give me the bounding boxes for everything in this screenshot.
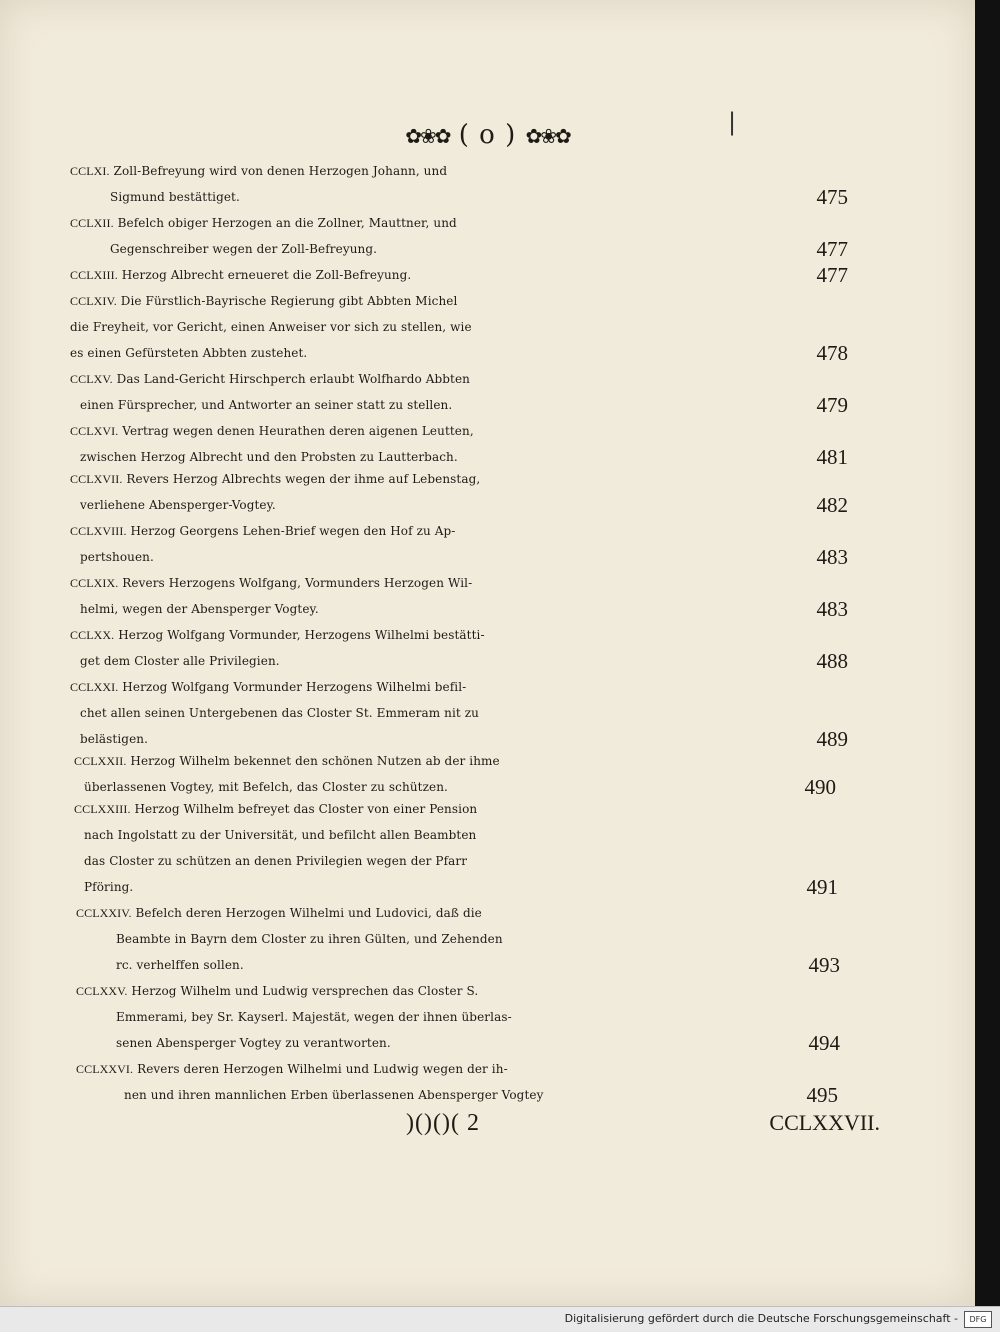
entry-text-line: Revers Herzogens Wolfgang, Vormunders Herzogen Wil-: [122, 576, 473, 590]
entry-number: CCLXIII.: [70, 268, 118, 282]
toc-entry: [74, 748, 836, 800]
entry-number: CCLXXIV.: [76, 906, 132, 920]
page-number: 477: [816, 263, 848, 287]
signature-mark: )()()( 2: [406, 1110, 480, 1136]
entry-text-line: Revers deren Herzogen Wilhelmi und Ludwig wegen der ih-: [137, 1062, 508, 1076]
entry-text-line: Herzog Wilhelm und Ludwig versprechen das Closter S.: [131, 984, 479, 998]
entry-text-line: rc. verhelffen sollen.: [116, 958, 244, 972]
entry-text-line: Emmerami, bey Sr. Kayserl. Majestät, wegen der ihnen überlas-: [116, 1010, 512, 1024]
entry-number: CCLXXII.: [74, 754, 127, 768]
toc-entry: [76, 1056, 838, 1108]
page-number: 494: [808, 1031, 840, 1055]
entry-text-line: Herzog Georgens Lehen-Brief wegen den Hof zu Ap-: [130, 524, 456, 538]
page-number: 483: [816, 597, 848, 621]
entry-text-line: Befelch deren Herzogen Wilhelmi und Ludovici, daß die: [135, 906, 482, 920]
toc-entry: [70, 466, 848, 518]
entry-number: CCLXII.: [70, 216, 114, 230]
entry-number: CCLXXI.: [70, 680, 119, 694]
page-number: 491: [806, 875, 838, 899]
entry-text-line: Die Fürstlich-Bayrische Regierung gibt Abbten Michel: [120, 294, 458, 308]
entry-text-line: Gegenschreiber wegen der Zoll-Befreyung.: [110, 242, 378, 256]
toc-entry: [76, 900, 840, 978]
entry-text-line: nach Ingolstatt zu der Universität, und befilcht allen Beambten: [84, 828, 477, 842]
entry-text-line: senen Abensperger Vogtey zu verantworten.: [116, 1036, 391, 1050]
toc-entry: [70, 518, 848, 570]
entry-text-line: überlassenen Vogtey, mit Befelch, das Closter zu schützen.: [84, 780, 448, 794]
entry-text-line: Beambte in Bayrn dem Closter zu ihren Gülten, und Zehenden: [116, 932, 503, 946]
entry-text-line: Pföring.: [84, 880, 134, 894]
toc-entry: [70, 262, 848, 288]
entry-text-line: zwischen Herzog Albrecht und den Probsten zu Lautterbach.: [80, 450, 458, 464]
entry-text-line: Herzog Wilhelm bekennet den schönen Nutzen ab der ihme: [130, 754, 500, 768]
toc-entry: [76, 978, 840, 1056]
footer-credit: Digitalisierung gefördert durch die Deutsche Forschungsgemeinschaft -: [564, 1312, 958, 1325]
entry-number: CCLXI.: [70, 164, 110, 178]
entry-text-line: chet allen seinen Untergebenen das Closter St. Emmeram nit zu: [80, 706, 479, 720]
entry-text-line: Herzog Wilhelm befreyet das Closter von einer Pension: [134, 802, 478, 816]
entry-number: CCLXVIII.: [70, 524, 127, 538]
ornament-left: ✿❀✿: [405, 124, 450, 148]
entry-number: CCLXV.: [70, 372, 113, 386]
page-number: 483: [816, 545, 848, 569]
entry-text-line: Sigmund bestättiget.: [110, 190, 240, 204]
page-number: 477: [816, 237, 848, 261]
page-number: 495: [806, 1083, 838, 1107]
entry-text-line: Revers Herzog Albrechts wegen der ihme auf Lebenstag,: [126, 472, 481, 486]
entry-text-line: Herzog Wolfgang Vormunder, Herzogens Wilhelmi bestätti-: [118, 628, 485, 642]
entry-text-line: helmi, wegen der Abensperger Vogtey.: [80, 602, 319, 616]
page-number: 493: [808, 953, 840, 977]
entry-number: CCLXIV.: [70, 294, 117, 308]
entry-text-line: Befelch obiger Herzogen an die Zollner, Mauttner, und: [117, 216, 457, 230]
entry-text-line: pertshouen.: [80, 550, 154, 564]
entry-number: CCLXXIII.: [74, 802, 131, 816]
entry-text-line: Zoll-Befreyung wird von denen Herzogen Johann, und: [113, 164, 448, 178]
scan-border: [975, 0, 1000, 1306]
entry-text-line: Herzog Albrecht erneueret die Zoll-Befreyung.: [121, 268, 412, 282]
page-number: 488: [816, 649, 848, 673]
entry-text-line: einen Fürsprecher, und Antworter an seiner statt zu stellen.: [80, 398, 453, 412]
page-signature-label: ( o ): [458, 120, 517, 150]
toc-entry: [70, 210, 848, 262]
toc-entry: [70, 418, 848, 470]
entry-text-line: das Closter zu schützen an denen Privilegien wegen der Pfarr: [84, 854, 468, 868]
toc-entry: [70, 288, 848, 366]
entry-text-line: Vertrag wegen denen Heurathen deren aigenen Leutten,: [122, 424, 474, 438]
page-number: 489: [816, 727, 848, 751]
toc-entry: [74, 796, 838, 900]
entry-text-line: Das Land-Gericht Hirschperch erlaubt Wolfhardo Abbten: [116, 372, 470, 386]
entry-number: CCLXXVI.: [76, 1062, 134, 1076]
page-number: 490: [804, 775, 836, 799]
pencil-mark: |: [728, 108, 737, 136]
ornament-right: ✿❀✿: [525, 124, 570, 148]
page-number: 478: [816, 341, 848, 365]
catchword: CCLXXVII.: [769, 1110, 880, 1135]
entry-number: CCLXVI.: [70, 424, 119, 438]
toc-entry: [70, 570, 848, 622]
entry-text-line: belästigen.: [80, 732, 149, 746]
entry-text-line: get dem Closter alle Privilegien.: [80, 654, 280, 668]
entry-text-line: es einen Gefürsteten Abbten zustehet.: [70, 346, 308, 360]
footer-bar: [0, 1306, 1000, 1332]
entry-text-line: verliehene Abensperger-Vogtey.: [80, 498, 276, 512]
page-header: [0, 120, 975, 150]
page-number: 475: [816, 185, 848, 209]
entry-text-line: die Freyheit, vor Gericht, einen Anweiser vor sich zu stellen, wie: [70, 320, 472, 334]
page-number: 482: [816, 493, 848, 517]
toc-entry: [70, 674, 848, 752]
entry-number: CCLXVII.: [70, 472, 123, 486]
toc-entry: [70, 158, 848, 210]
page-number: 481: [816, 445, 848, 469]
entry-number: CCLXXV.: [76, 984, 128, 998]
toc-entry: [70, 622, 848, 674]
page-number: 479: [816, 393, 848, 417]
dfg-logo: DFG: [964, 1311, 992, 1328]
toc-entry: [70, 366, 848, 418]
entry-number: CCLXX.: [70, 628, 115, 642]
entry-number: CCLXIX.: [70, 576, 119, 590]
entry-text-line: nen und ihren mannlichen Erben überlassenen Abensperger Vogtey: [124, 1088, 544, 1102]
entry-text-line: Herzog Wolfgang Vormunder Herzogens Wilhelmi befil-: [122, 680, 467, 694]
